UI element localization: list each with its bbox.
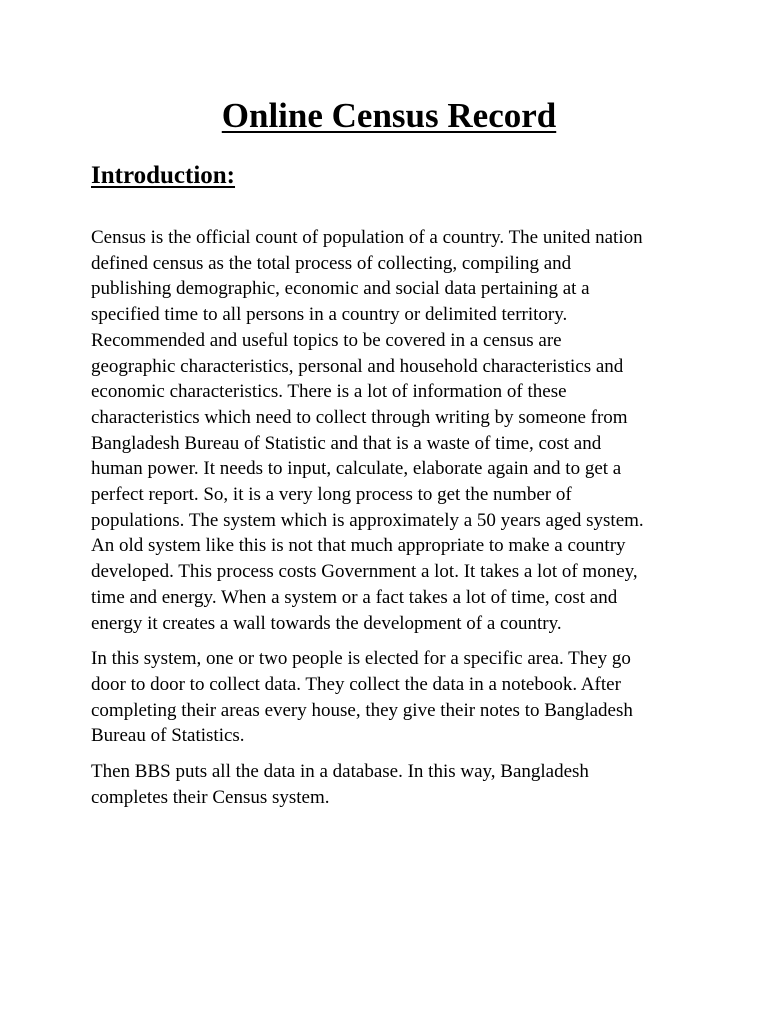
text-line: publishing demographic, economic and social data pertaining at a	[91, 278, 590, 300]
paragraph-2	[91, 646, 691, 749]
text-line: human power. It needs to input, calculate, elaborate again and to get a	[91, 458, 622, 480]
text-line: geographic characteristics, personal and household characteristics and	[91, 355, 624, 377]
text-line: specified time to all persons in a country or delimited territory.	[91, 304, 568, 326]
text-line: door to door to collect data. They collect the data in a notebook. After	[91, 673, 621, 695]
text-line: defined census as the total process of collecting, compiling and	[91, 252, 572, 274]
section-heading-introduction: Introduction:	[91, 162, 236, 189]
text-line: populations. The system which is approximately a 50 years aged system.	[91, 509, 644, 531]
page-title: Online Census Record	[221, 96, 557, 135]
text-line: characteristics which need to collect through writing by someone from	[91, 406, 628, 428]
text-line: Recommended and useful topics to be covered in a census are	[91, 329, 562, 351]
text-line: Bureau of Statistics.	[91, 725, 245, 747]
text-line: Bangladesh Bureau of Statistic and that is a waste of time, cost and	[91, 432, 602, 454]
paragraph-3	[91, 759, 691, 810]
text-line: energy it creates a wall towards the development of a country.	[91, 612, 562, 634]
text-line: completing their areas every house, they give their notes to Bangladesh	[91, 699, 633, 721]
text-line: time and energy. When a system or a fact takes a lot of time, cost and	[91, 586, 618, 608]
text-line: developed. This process costs Government a lot. It takes a lot of money,	[91, 561, 638, 583]
text-line: Census is the official count of population of a country. The united nation	[91, 227, 643, 248]
document-body	[91, 225, 691, 820]
text-line: perfect report. So, it is a very long process to get the number of	[91, 484, 572, 506]
paragraph-1	[91, 225, 691, 636]
text-line: Then BBS puts all the data in a database. In this way, Bangladesh	[91, 761, 589, 783]
text-line: In this system, one or two people is elected for a specific area. They go	[91, 648, 631, 670]
text-line: economic characteristics. There is a lot of information of these	[91, 381, 567, 403]
text-line: An old system like this is not that much appropriate to make a country	[91, 535, 626, 557]
text-line: completes their Census system.	[91, 786, 330, 808]
